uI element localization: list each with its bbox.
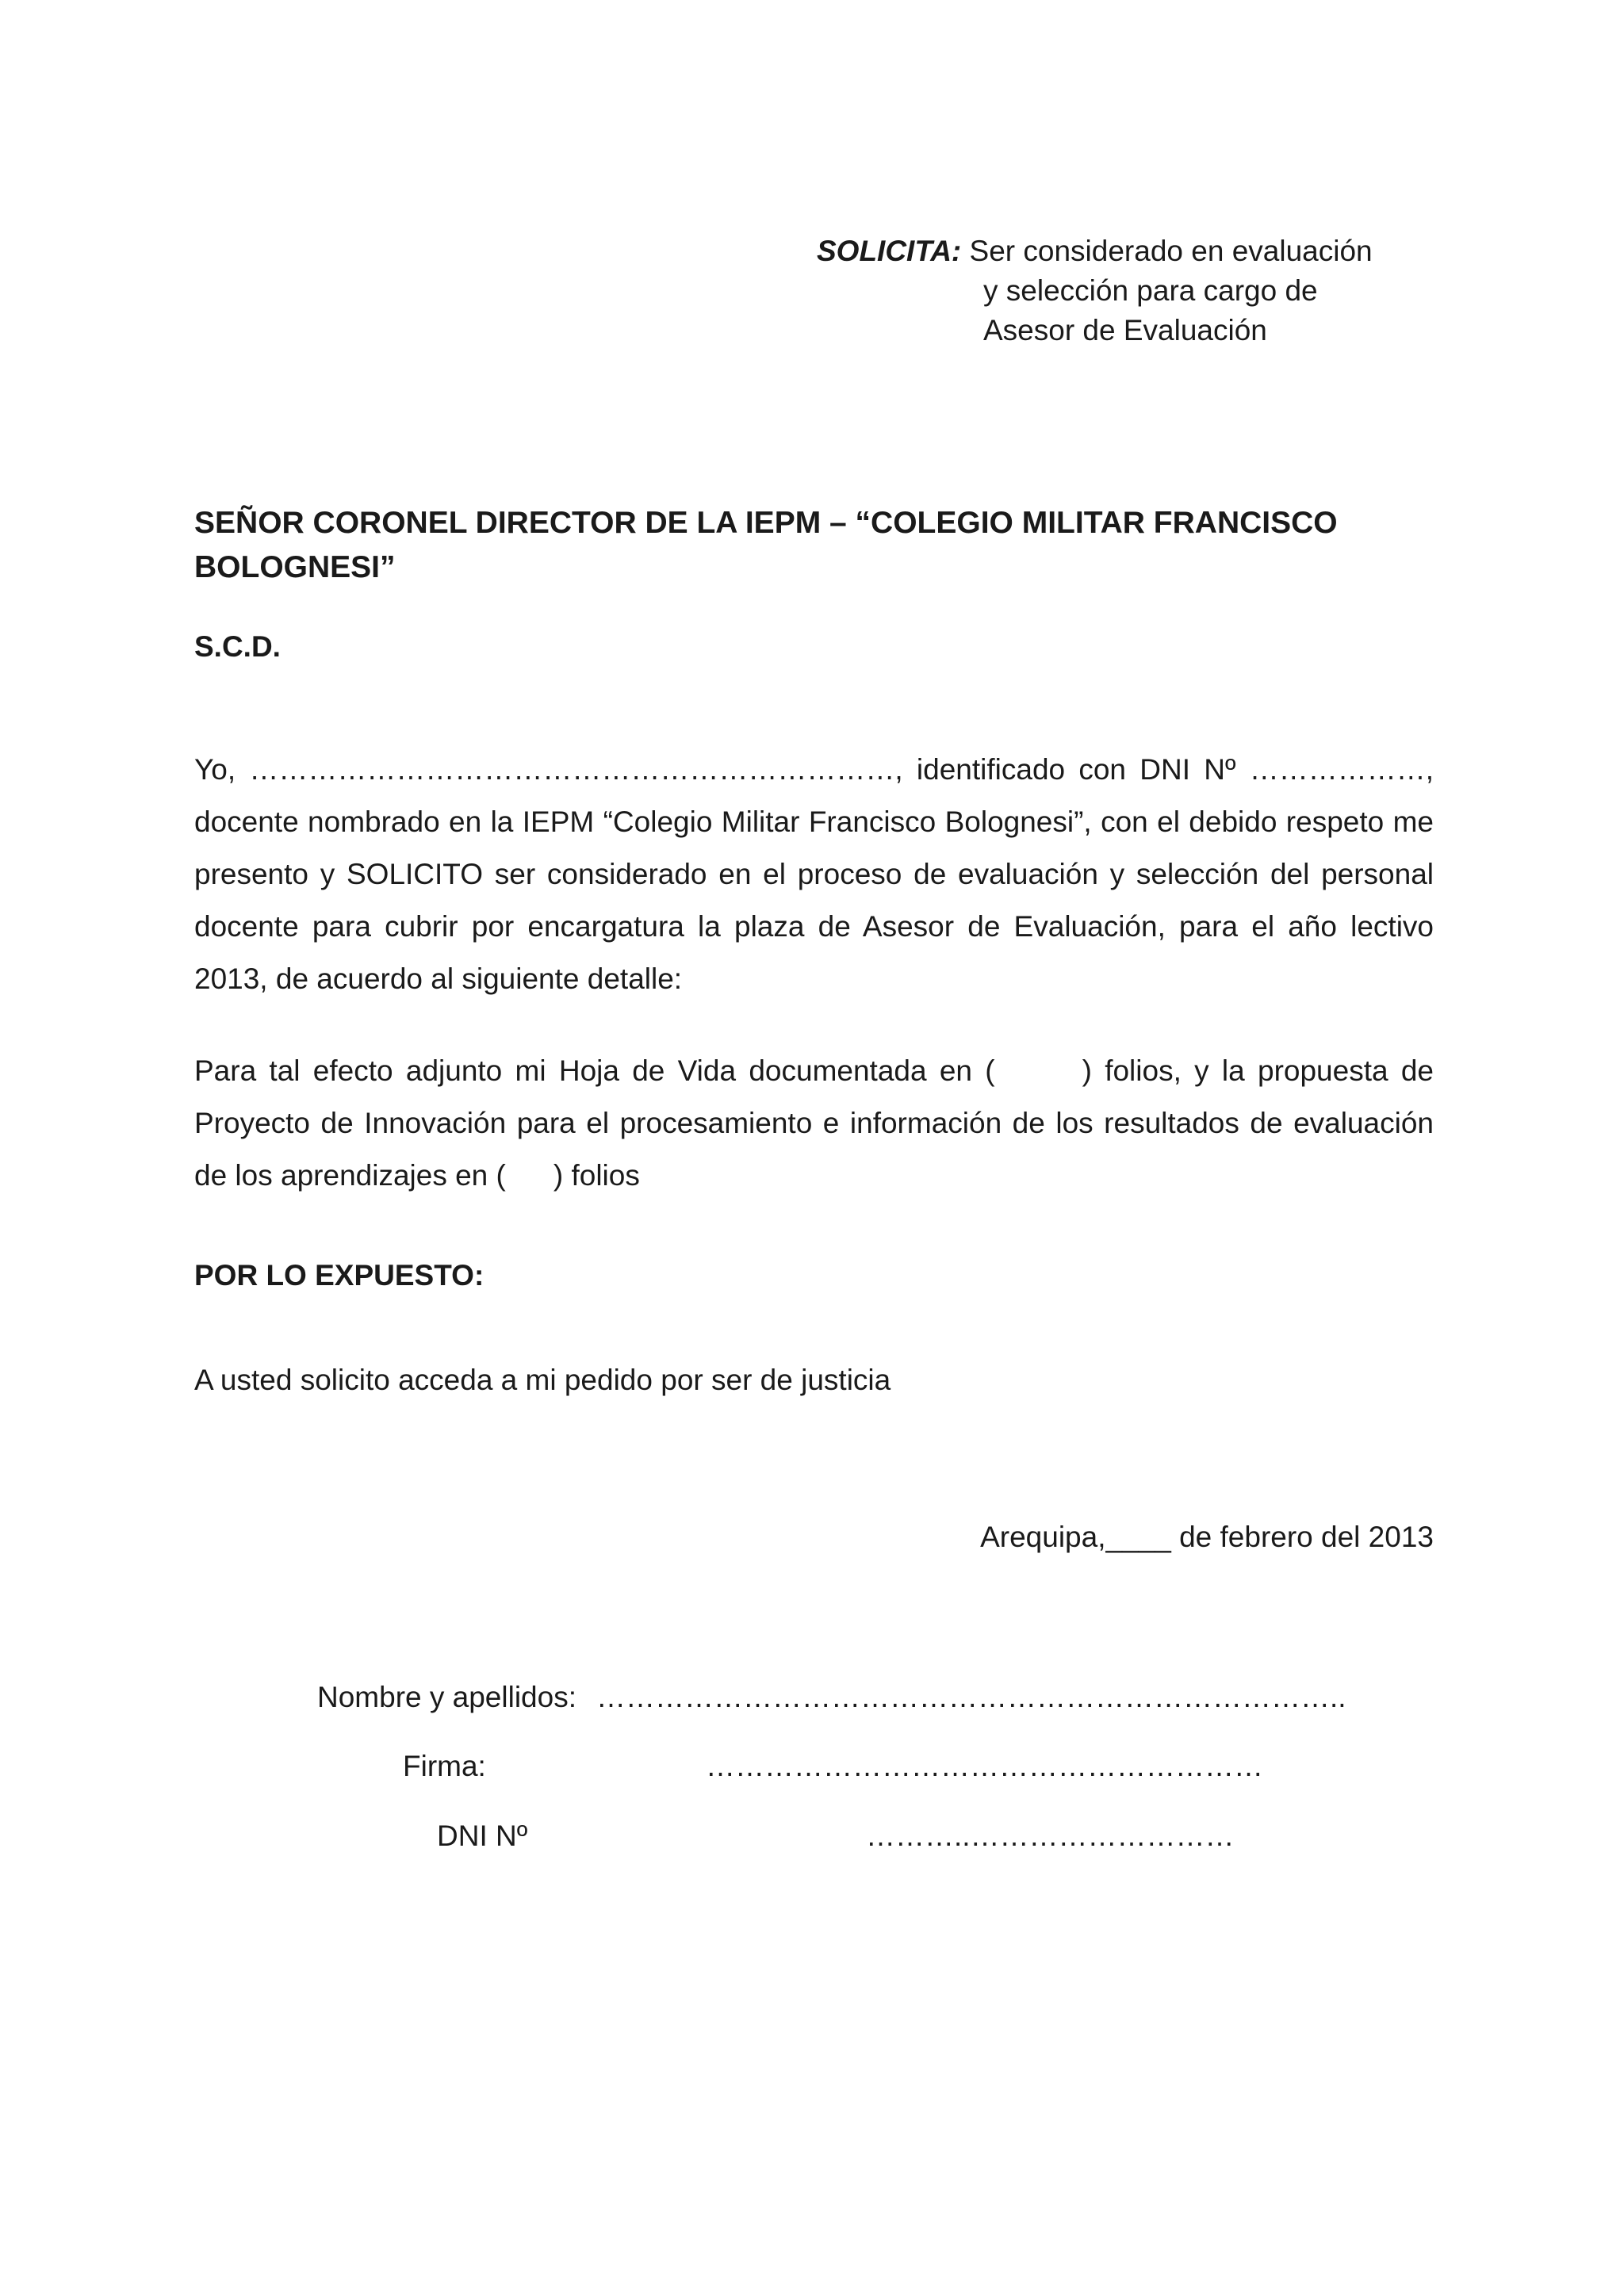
paragraph-2-part-2: ) folios, y la propuesta de Proyecto de Innovación para el procesamiento e información de los resultados de evaluación de los aprendizajes en ( [194, 1054, 1434, 1192]
dni-label: DNI Nº [437, 1820, 528, 1852]
name-label: Nombre y apellidos: [317, 1681, 576, 1713]
paragraph-2-part-3: ) folios [553, 1159, 640, 1192]
body-paragraph-1: Yo, …………………………………………………………, identificado con DNI Nº ………………, docente nombrado en la IEPM “Colegio Militar Francisco Bolognesi”, con el debido respeto me presento y SOLICITO ser considerado en el proceso de evaluación y selección del personal docente para cubrir por encargatura la plaza de Asesor de Evaluación, para el año lectivo 2013, de acuerdo al siguiente detalle: [194, 753, 1434, 995]
salutation: S.C.D. [194, 630, 281, 663]
firma-label: Firma: [403, 1750, 486, 1782]
closing-heading: POR LO EXPUESTO: [194, 1259, 485, 1292]
solicita-line-3: Asesor de Evaluación [983, 314, 1267, 346]
solicita-line-2: y selección para cargo de [983, 274, 1318, 307]
dni-dots: ………..……………………… [866, 1820, 1235, 1852]
body-paragraph-2 [194, 1045, 1434, 1202]
name-dots: ………………………………………………………………….. [596, 1681, 1346, 1713]
firma-dots: ………………………………………………… [706, 1750, 1263, 1782]
addressee-heading: SEÑOR CORONEL DIRECTOR DE LA IEPM – “COLEGIO MILITAR FRANCISCO BOLOGNESI” [194, 506, 1338, 584]
paragraph-2-part-1: Para tal efecto adjunto mi Hoja de Vida documentada en ( [194, 1054, 995, 1087]
solicita-text-1: Ser considerado en evaluación [969, 235, 1373, 267]
solicita-label: SOLICITA: [817, 235, 962, 267]
solicita-line-1 [817, 232, 1373, 271]
date-line: Arequipa,____ de febrero del 2013 [980, 1521, 1434, 1553]
request-sentence: A usted solicito acceda a mi pedido por ser de justicia [194, 1364, 891, 1396]
